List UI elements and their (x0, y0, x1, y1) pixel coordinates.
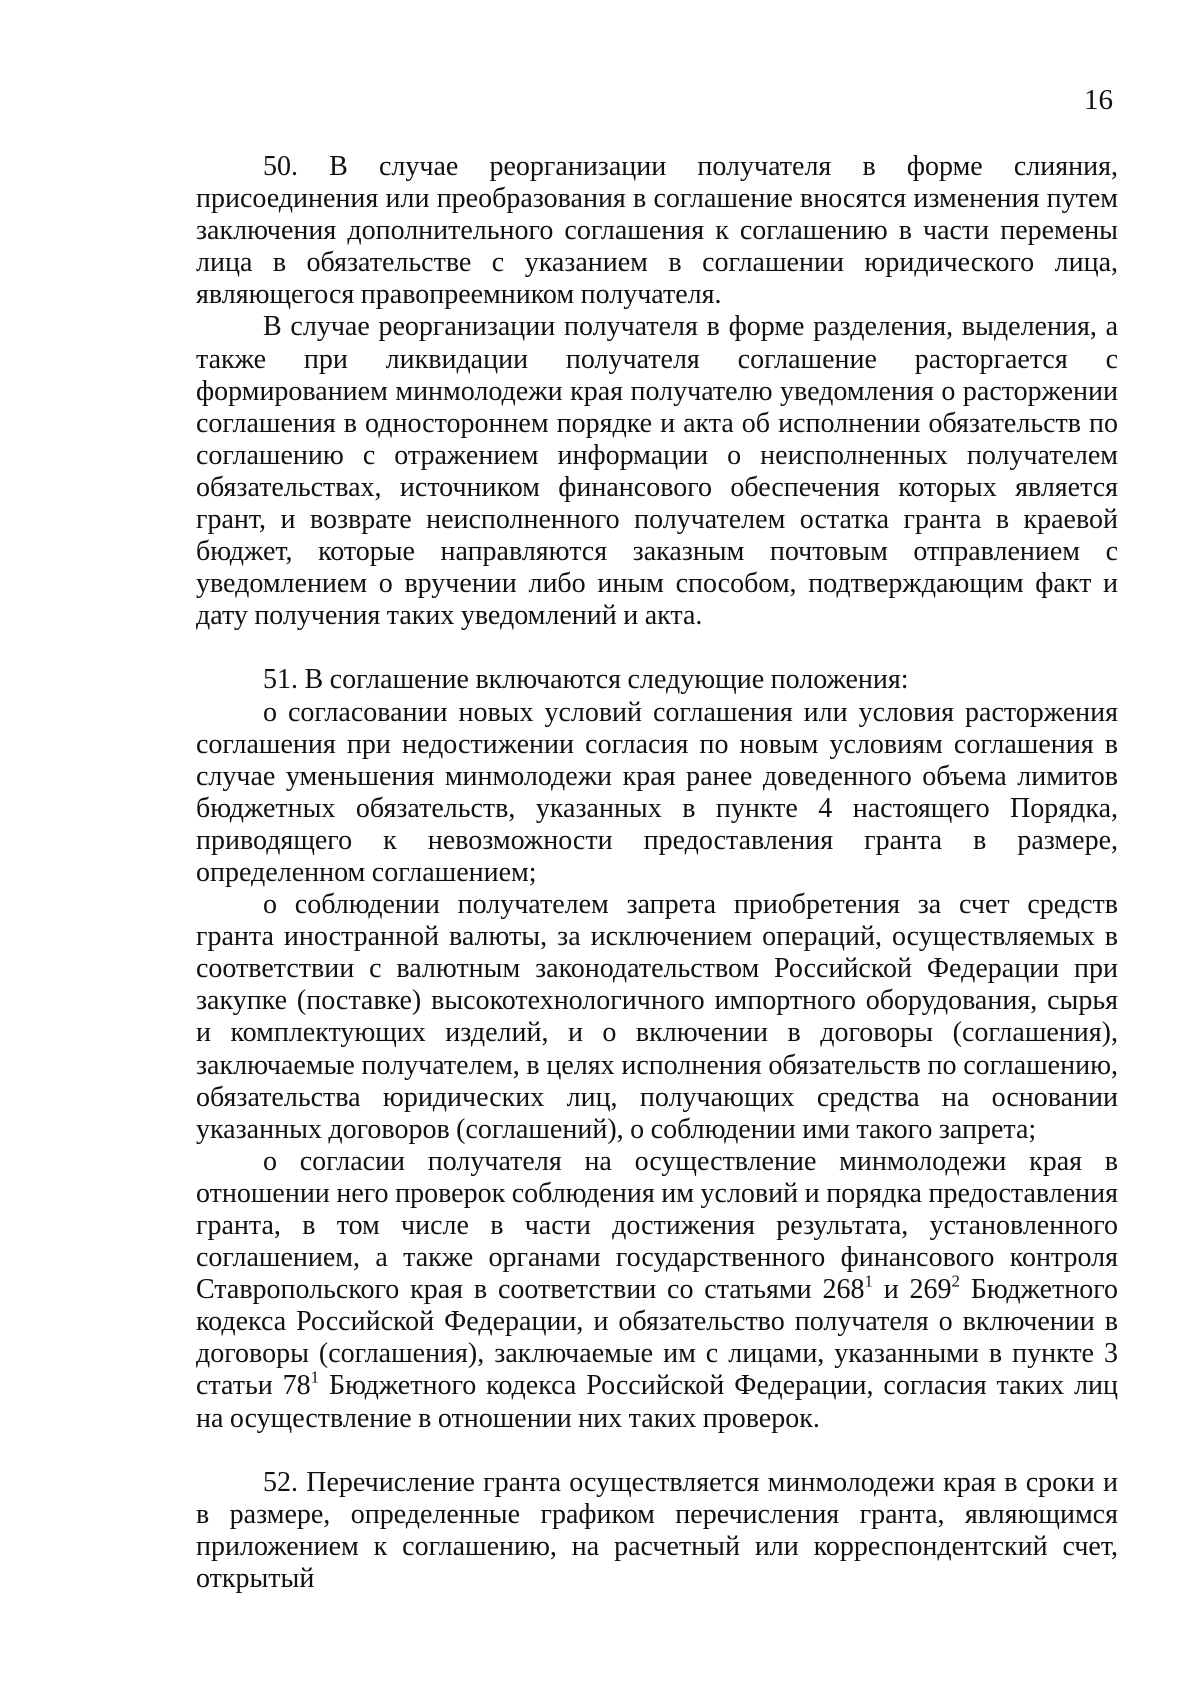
paragraph-50-continued: В случае реорганизации получателя в форме разделения, выделения, а также при ликвидации получателя соглашение расторгается с формированием минмолодежи края получателю уведомления о расторжении соглашения в одностороннем порядке и акта об исполнении обязательств по соглашению с отражением информации о неисполненных получателем обязательствах, источником финансового обеспечения которых является грант, и возврате неисполненного получателем остатка гранта в краевой бюджет, которые направляются заказным почтовым отправлением с уведомлением о вручении либо иным способом, подтверждающим факт и дату получения таких уведомлений и акта. (196, 311, 1118, 632)
text-run: Бюджетного кодекса Российской Федерации, и обязательство получателя о включении в договоры (соглашения), заключаемые им с лицами, указанными в пункте 3 статьи 78 (196, 1274, 1119, 1402)
superscript: 1 (864, 1271, 873, 1291)
text-run: Бюджетного кодекса Российской Федерации, согласия таких лиц на осуществление в отношении них таких проверок. (196, 1370, 1119, 1434)
page-number: 16 (1084, 84, 1113, 116)
text-run: и 269 (872, 1274, 952, 1306)
document-body (196, 151, 1118, 1595)
paragraph-51-item-2: о соблюдении получателем запрета приобретения за счет средств гранта иностранной валюты, за исключением операций, осуществляемых в соответствии с валютным законодательством Российской Федерации при закупке (поставке) высокотехнологичного импортного оборудования, сырья и комплектующих изделий, и о включении в договоры (соглашения), заключаемые получателем, в целях исполнения обязательств по соглашению, обязательства юридических лиц, получающих средства на основании указанных договоров (соглашений), о соблюдении ими такого запрета; (196, 889, 1118, 1145)
paragraph-52: 52. Перечисление гранта осуществляется минмолодежи края в сроки и в размере, определенные графиком перечисления гранта, являющимся приложением к соглашению, на расчетный или корреспондентский счет, открытый (196, 1466, 1118, 1594)
paragraph-gap (196, 632, 1118, 664)
superscript: 2 (951, 1271, 960, 1291)
paragraph-51-item-3 (196, 1146, 1118, 1435)
paragraph-gap (196, 1435, 1118, 1467)
paragraph-51-item-1: о согласовании новых условий соглашения или условия расторжения соглашения при недостижении согласия по новым условиям соглашения в случае уменьшения минмолодежи края ранее доведенного объема лимитов бюджетных обязательств, указанных в пункте 4 настоящего Порядка, приводящего к невозможности предоставления гранта в размере, определенном соглашением; (196, 696, 1118, 888)
paragraph-51-heading: 51. В соглашение включаются следующие положения: (263, 664, 909, 696)
paragraph-50: 50. В случае реорганизации получателя в форме слияния, присоединения или преобразования в соглашение вносятся изменения путем заключения дополнительного соглашения к соглашению в части перемены лица в обязательстве с указанием в соглашении юридического лица, являющегося правопреемником получателя. (196, 151, 1118, 311)
text-run: о согласии получателя на осуществление минмолодежи края в отношении него проверок соблюдения им условий и порядка предоставления гранта, в том числе в части достижения результата, установленного соглашением, а также органами государственного финансового контроля Ставропольского края в соответствии со статьями 268 (196, 1145, 1118, 1306)
superscript: 1 (310, 1367, 320, 1387)
